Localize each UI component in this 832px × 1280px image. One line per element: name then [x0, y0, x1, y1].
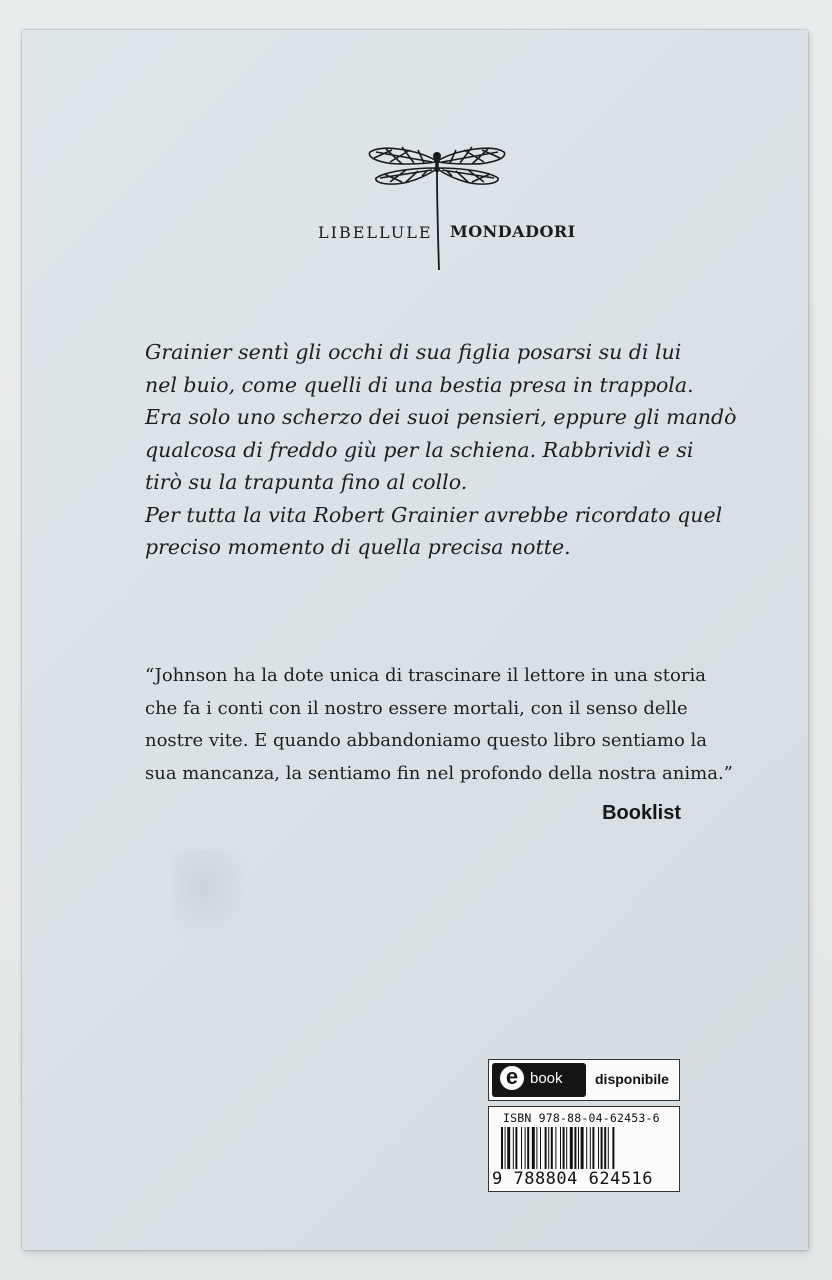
review-line: “Johnson ha la dote unica di trascinare il lettore in una storia — [145, 665, 706, 686]
excerpt-line: Era solo uno scherzo dei suoi pensieri, eppure gli mandò — [145, 405, 737, 429]
publisher-name: MONDADORI — [450, 222, 576, 241]
ebook-word: book — [530, 1070, 563, 1087]
excerpt-line: preciso momento di quella precisa notte. — [145, 535, 571, 559]
review-line: sua mancanza, la sentiamo fin nel profondo della nostra anima.” — [145, 762, 733, 784]
isbn-text: ISBN 978-88-04-62453-6 — [503, 1111, 660, 1125]
series-name: LIBELLULE — [318, 223, 433, 242]
cover-stain — [172, 850, 252, 940]
review-quote — [145, 660, 733, 790]
ebook-badge — [492, 1063, 586, 1097]
review-line: che fa i conti con il nostro essere mortali, con il senso delle — [145, 697, 688, 719]
review-line: nostre vite. E quando abbandoniamo questo libro sentiamo la — [145, 730, 707, 751]
ebook-availability-label — [488, 1059, 680, 1101]
excerpt-line: tirò su la trapunta fino al collo. — [145, 470, 468, 494]
excerpt-text — [145, 336, 737, 564]
excerpt-line: Per tutta la vita Robert Grainier avrebbe ricordato quel — [145, 502, 723, 527]
review-source: Booklist — [602, 802, 681, 824]
dragonfly-icon — [362, 142, 512, 272]
excerpt-line: nel buio, come quelli di una bestia presa in trappola. — [145, 372, 694, 397]
excerpt-line: Grainier sentì gli occhi di sua figlia posarsi su di lui — [145, 340, 682, 364]
ebook-e-icon: e — [500, 1066, 524, 1090]
barcode-label — [488, 1106, 680, 1192]
barcode-icon — [501, 1127, 667, 1169]
ebook-availability-text: disponibile — [595, 1071, 669, 1087]
barcode-digits: 9 788804 624516 — [492, 1169, 654, 1189]
excerpt-line: qualcosa di freddo giù per la schiena. Rabbrividì e si — [145, 437, 694, 462]
book-back-cover — [22, 30, 808, 1250]
